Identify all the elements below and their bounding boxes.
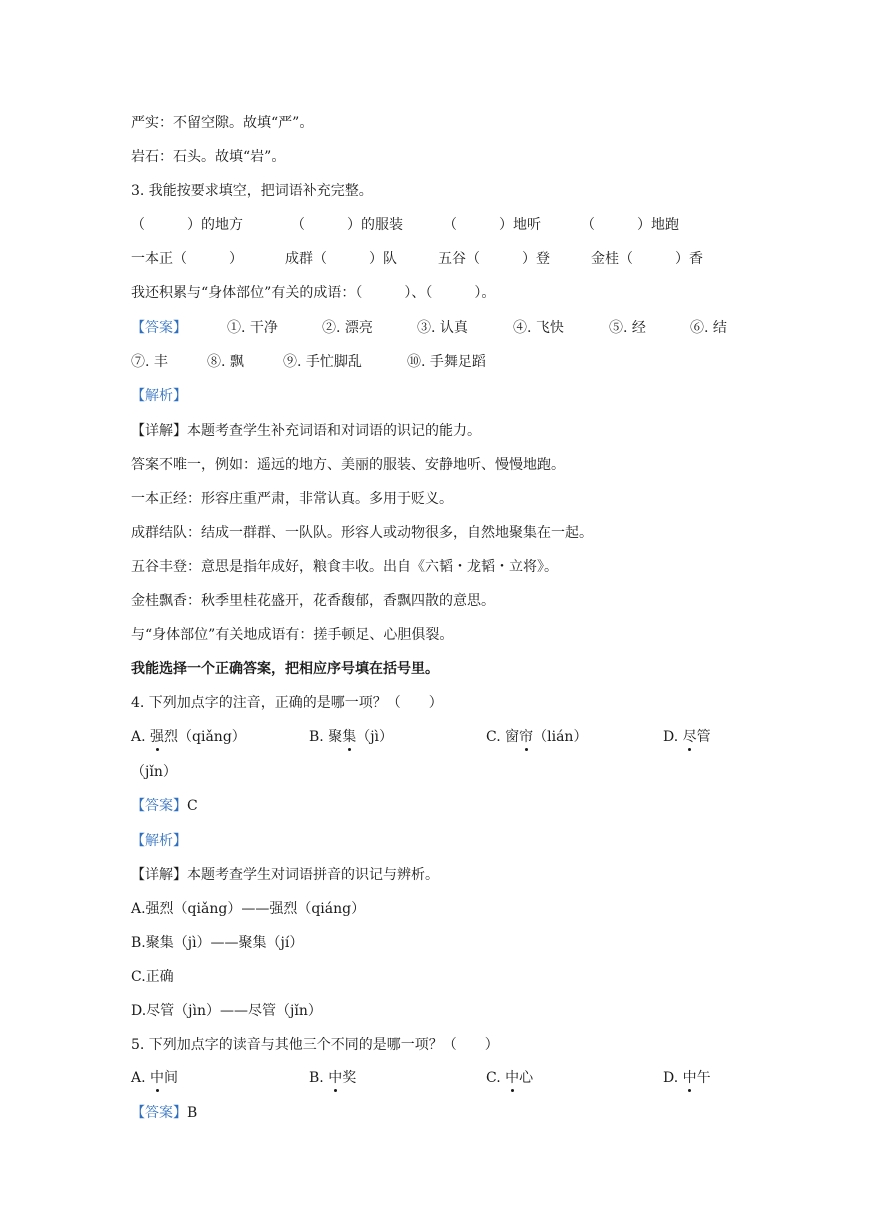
analysis-tag: 【解析】 (131, 388, 187, 404)
fill-blank: 一本正（ ） (131, 251, 243, 267)
fill-blank: 金桂（ ）香 (591, 251, 703, 267)
detail-line (131, 865, 439, 885)
answer-item: ⑩. 手舞足蹈 (407, 354, 486, 370)
answer-tag: 【答案】 (131, 1105, 187, 1121)
fill-blank: （ ）的地方 (131, 217, 243, 233)
answer-value: C (187, 798, 198, 814)
text-line: 我还积累与“身体部位”有关的成语：（ ）、（ ）。 (131, 285, 496, 301)
answer-item: ⑤. 经 (609, 320, 646, 336)
text-line: 金桂飘香：秋季里桂花盛开，花香馥郁，香飘四散的意思。 (131, 593, 495, 609)
text-line: C.正确 (131, 969, 174, 985)
option-b: B. 中奖 (309, 1070, 357, 1086)
dotted-char: 中 (682, 1070, 697, 1086)
text-line: 答案不唯一，例如：遥远的地方、美丽的服装、安静地听、慢慢地跑。 (131, 457, 565, 473)
answer-line (131, 1103, 197, 1123)
text-line: 与“身体部位”有关地成语有：搓手顿足、心胆俱裂。 (131, 627, 454, 643)
text-line: 严实：不留空隙。故填“严”。 (131, 115, 314, 131)
answer-tag: 【答案】 (131, 798, 187, 814)
dotted-char: 中 (150, 1070, 165, 1086)
dotted-char: 强 (150, 729, 165, 745)
answer-item: ③. 认真 (417, 320, 468, 336)
answer-item: ①. 干净 (227, 320, 278, 336)
dotted-char: 集 (342, 729, 357, 745)
option-a: A. 中间 (131, 1070, 179, 1086)
detail-line (131, 421, 481, 441)
text-line: 成群结队：结成一群群、一队队。形容人或动物很多，自然地聚集在一起。 (131, 525, 593, 541)
text-line: 五谷丰登：意思是指年成好，粮食丰收。出自《六韬・龙韬・立将》。 (131, 559, 558, 575)
text-line: （jǐn） (131, 764, 177, 780)
dotted-char: 中 (505, 1070, 520, 1086)
answer-item: ④. 飞快 (513, 320, 564, 336)
answer-tag: 【答案】 (131, 320, 187, 336)
option-a: A. 强烈（qiǎng） (131, 729, 246, 745)
text-line: 一本正经：形容庄重严肃，非常认真。多用于贬义。 (131, 491, 453, 507)
option-c: C. 中心 (486, 1070, 534, 1086)
section-heading: 我能选择一个正确答案，把相应序号填在括号里。 (131, 661, 439, 677)
answer-value: B (187, 1105, 198, 1121)
fill-blank: 成群（ ）队 (285, 251, 397, 267)
answer-item: ⑦. 丰 (131, 354, 168, 370)
dotted-char: 帘 (519, 729, 534, 745)
answer-item: ⑨. 手忙脚乱 (283, 354, 362, 370)
answer-line (131, 796, 198, 816)
question-4-title: 4. 下列加点字的注音，正确的是哪一项？（ ） (131, 695, 443, 711)
dotted-char: 尽 (682, 729, 697, 745)
detail-text: 本题考查学生对词语拼音的识记与辨析。 (187, 867, 439, 883)
text-line: B.聚集（jì）——聚集（jí） (131, 935, 304, 951)
text-line: A.强烈（qiǎng）——强烈（qiáng） (131, 901, 366, 917)
fill-blank: （ ）地听 (443, 217, 541, 233)
detail-tag: 【详解】 (131, 867, 187, 883)
answer-item: ⑧. 飘 (207, 354, 244, 370)
detail-text: 本题考查学生补充词语和对词语的识记的能力。 (187, 423, 481, 439)
option-d: D. 中午 (663, 1070, 711, 1086)
fill-blank: 五谷（ ）登 (438, 251, 550, 267)
fill-blank: （ ）的服装 (291, 217, 403, 233)
dotted-char: 中 (328, 1070, 343, 1086)
answer-item: ②. 漂亮 (322, 320, 373, 336)
question-5-title: 5. 下列加点字的读音与其他三个不同的是哪一项？（ ） (131, 1037, 499, 1053)
fill-blank: （ ）地跑 (581, 217, 679, 233)
option-d: D. 尽管 (663, 729, 711, 745)
question-3-title: 3. 我能按要求填空，把词语补充完整。 (131, 183, 373, 199)
text-line: 岩石：石头。故填“岩”。 (131, 149, 286, 165)
analysis-tag: 【解析】 (131, 833, 187, 849)
option-b: B. 聚集（jì） (309, 729, 394, 745)
option-c: C. 窗帘（lián） (486, 729, 588, 745)
text-line: D.尽管（jìn）——尽管（jǐn） (131, 1003, 322, 1019)
detail-tag: 【详解】 (131, 423, 187, 439)
answer-item: ⑥. 结 (690, 320, 727, 336)
